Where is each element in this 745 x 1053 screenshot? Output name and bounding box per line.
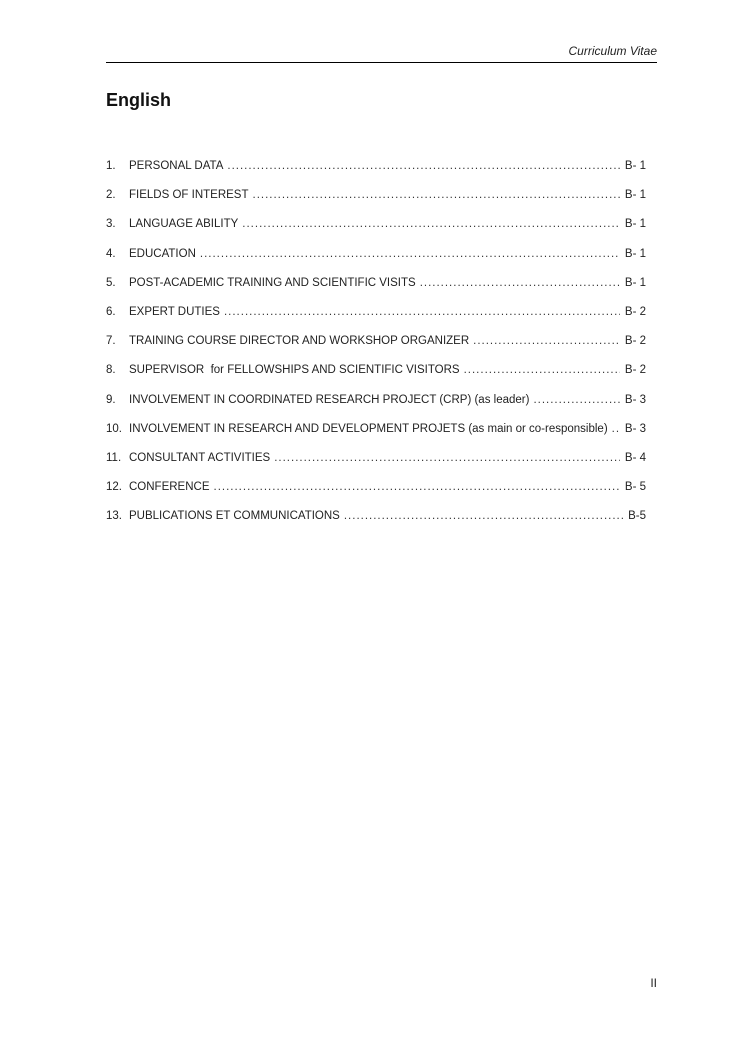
toc-entry-title: LANGUAGE ABILITY — [129, 218, 239, 231]
toc-entry-title: SUPERVISOR for FELLOWSHIPS AND SCIENTIFIC VISITORS — [129, 364, 460, 377]
toc-entry-number: 11. — [106, 451, 122, 464]
toc-entry-title: INVOLVEMENT IN RESEARCH AND DEVELOPMENT PROJETS (as main or co-responsible) — [129, 422, 608, 435]
toc-entry-page: B- 4 — [624, 451, 646, 464]
toc-entry — [106, 452, 646, 481]
toc-entry-title: INVOLVEMENT IN COORDINATED RESEARCH PROJECT (CRP) (as leader) — [129, 393, 530, 406]
toc-entry-title: FIELDS OF INTEREST — [129, 189, 249, 202]
toc-dot-leader — [533, 394, 619, 406]
section-title: English — [106, 90, 172, 110]
running-header: Curriculum Vitae — [568, 44, 657, 58]
toc-entry-number: 3. — [106, 218, 116, 231]
toc-entry-page: B- 1 — [624, 247, 646, 260]
toc-entry-page: B- 2 — [624, 335, 646, 348]
toc-dot-leader — [473, 335, 620, 347]
toc-entry-title: TRAINING COURSE DIRECTOR AND WORKSHOP ORGANIZER — [129, 335, 470, 348]
toc-entry-number: 6. — [106, 305, 116, 318]
toc-entry-page: B- 5 — [624, 481, 646, 494]
toc-dot-leader — [253, 189, 620, 201]
toc-entry-page: B- 1 — [624, 189, 646, 202]
toc-entry-number: 10. — [106, 422, 122, 435]
toc-entry — [106, 394, 646, 423]
toc-entry — [106, 423, 646, 452]
toc-entry — [106, 481, 646, 510]
toc-entry-title: CONFERENCE — [129, 481, 210, 494]
toc-entry-title: POST-ACADEMIC TRAINING AND SCIENTIFIC VISITS — [129, 276, 416, 289]
page-number: II — [650, 976, 657, 990]
toc-entry-title: PERSONAL DATA — [129, 160, 224, 172]
toc-entry — [106, 277, 646, 306]
toc-entry-number: 7. — [106, 335, 116, 348]
toc-entry — [106, 335, 646, 364]
toc-entry-page: B- 2 — [624, 305, 646, 318]
toc-entry — [106, 306, 646, 335]
toc-entry-number: 9. — [106, 393, 116, 406]
toc-entry-number: 4. — [106, 247, 116, 260]
toc-dot-leader — [242, 218, 620, 230]
toc-entry-number: 1. — [106, 160, 116, 172]
toc-entry-page: B- 3 — [624, 393, 646, 406]
toc-entry — [106, 189, 646, 218]
toc-entry — [106, 364, 646, 393]
toc-entry-page: B- 1 — [624, 218, 646, 231]
toc-entry-number: 13. — [106, 510, 122, 523]
toc-entry-title: EXPERT DUTIES — [129, 305, 220, 318]
toc-entry — [106, 248, 646, 277]
toc-dot-leader — [227, 160, 620, 172]
toc-entry — [106, 160, 646, 189]
toc-entry-page: B- 1 — [624, 160, 646, 172]
toc-dot-leader — [224, 306, 620, 318]
toc-dot-leader — [464, 364, 620, 376]
toc-entry-number: 5. — [106, 276, 116, 289]
toc-entry-title: PUBLICATIONS ET COMMUNICATIONS — [129, 510, 340, 523]
toc-entry-page: B- 3 — [624, 422, 646, 435]
toc-dot-leader — [274, 452, 620, 464]
toc-entry-title: EDUCATION — [129, 247, 196, 260]
toc-dot-leader — [612, 423, 620, 435]
toc-dot-leader — [420, 277, 620, 289]
toc-dot-leader — [344, 510, 623, 522]
toc-entry-number: 12. — [106, 481, 122, 494]
toc-entry-page: B-5 — [628, 510, 646, 523]
toc-entry-page: B- 2 — [624, 364, 646, 377]
toc-entry-title: CONSULTANT ACTIVITIES — [129, 451, 271, 464]
table-of-contents — [106, 160, 646, 539]
toc-entry-number: 8. — [106, 364, 116, 377]
header-rule — [106, 62, 657, 63]
toc-entry — [106, 218, 646, 247]
toc-entry-page: B- 1 — [624, 276, 646, 289]
toc-dot-leader — [214, 481, 620, 493]
toc-dot-leader — [200, 248, 620, 260]
toc-entry-number: 2. — [106, 189, 116, 202]
toc-entry — [106, 510, 646, 539]
